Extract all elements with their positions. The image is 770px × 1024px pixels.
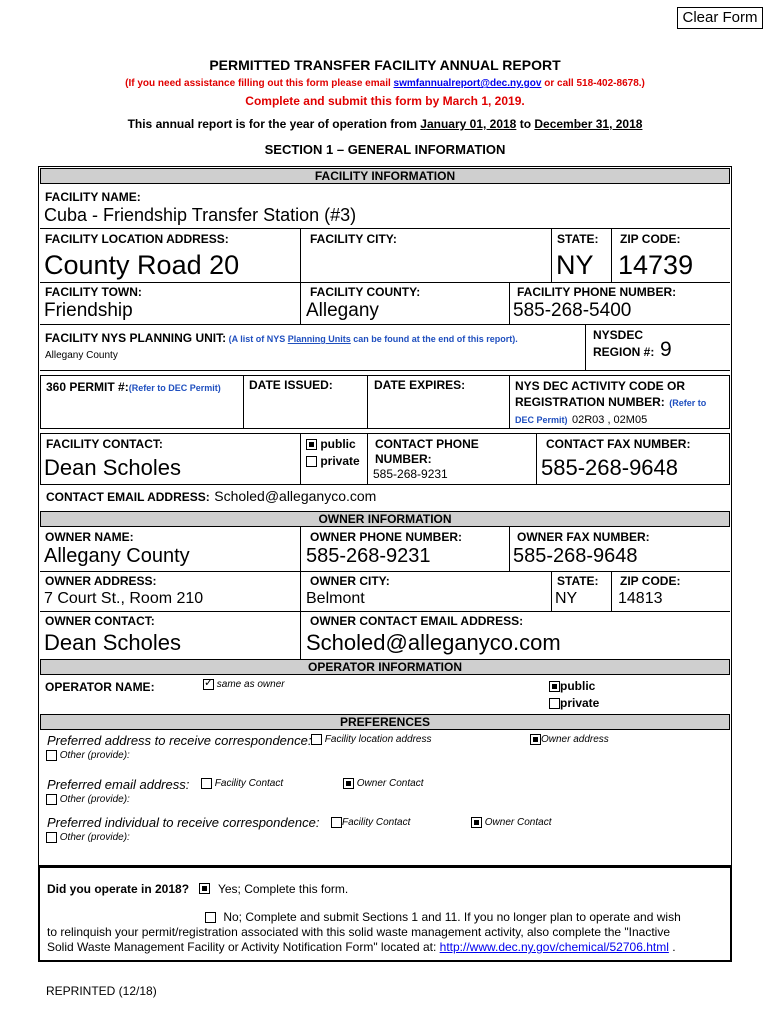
owner-city-label: OWNER CITY:	[310, 574, 390, 588]
facility-name-value[interactable]: Cuba - Friendship Transfer Station (#3)	[44, 205, 357, 225]
contact-email-value[interactable]: Scholed@alleganyco.com	[214, 488, 377, 504]
planning-unit-value[interactable]: Allegany County	[45, 350, 118, 361]
owner-state-label: STATE:	[557, 574, 599, 588]
contact-public-option[interactable]	[306, 437, 356, 451]
date-issued-label: DATE ISSUED:	[249, 378, 333, 392]
operate-yes-label: Yes; Complete this form.	[217, 882, 349, 896]
contact-public-checkbox[interactable]	[306, 439, 317, 450]
owner-fax-label: OWNER FAX NUMBER:	[517, 530, 650, 544]
facility-name-label: FACILITY NAME:	[45, 190, 141, 204]
pref-address-opt1-label: Facility location address	[324, 734, 432, 746]
pref-address-opt1-checkbox[interactable]	[311, 734, 322, 745]
owner-name-value[interactable]: Allegany County	[44, 545, 190, 567]
owner-phone-value[interactable]: 585-268-9231	[306, 545, 431, 567]
facility-address-value[interactable]: County Road 20	[44, 250, 240, 280]
form-title: PERMITTED TRANSFER FACILITY ANNUAL REPORT	[209, 57, 561, 73]
pref-address-other-checkbox[interactable]	[46, 750, 57, 761]
pref-address-opt2[interactable]	[530, 734, 609, 745]
operator-name-label: OPERATOR NAME:	[45, 680, 155, 694]
contact-phone-value[interactable]: 585-268-9231	[373, 467, 448, 481]
pref-individual-opt1-checkbox[interactable]	[331, 817, 342, 828]
planning-unit-label-row	[45, 329, 518, 347]
operator-private-option[interactable]	[549, 696, 599, 710]
year-from: January 01, 2018	[420, 117, 517, 131]
planning-units-link[interactable]: Planning Units	[287, 334, 351, 344]
operate-no-row	[205, 910, 681, 924]
year-to: December 31, 2018	[534, 117, 643, 131]
activity-code-value[interactable]: 02R03 , 02M05	[571, 414, 648, 426]
reporting-year-line	[0, 117, 770, 131]
operator-same-checkbox[interactable]	[203, 679, 214, 690]
facility-contact-value[interactable]: Dean Scholes	[44, 455, 181, 480]
facility-city-label: FACILITY CITY:	[310, 232, 397, 246]
operate-yes-row	[47, 880, 348, 898]
pref-individual-other-checkbox[interactable]	[46, 832, 57, 843]
owner-address-value[interactable]: 7 Court St., Room 210	[44, 590, 204, 607]
pref-email-other[interactable]	[46, 794, 130, 805]
facility-zip-value[interactable]: 14739	[618, 250, 694, 280]
year-to-word: to	[516, 117, 535, 131]
pref-address-question: Preferred address to receive correspondence:	[47, 733, 312, 748]
operator-same-label: same as owner	[216, 679, 285, 691]
assistance-line	[0, 78, 770, 89]
permit-label-block	[46, 378, 236, 396]
facility-address-label: FACILITY LOCATION ADDRESS:	[45, 232, 229, 246]
pref-email-opt2[interactable]	[343, 778, 423, 789]
assistance-email-link[interactable]: swmfannualreport@dec.ny.gov	[393, 78, 542, 89]
pref-email-other-checkbox[interactable]	[46, 794, 57, 805]
activity-code-block	[515, 378, 727, 428]
facility-state-value[interactable]: NY	[556, 250, 594, 280]
operator-private-checkbox[interactable]	[549, 698, 560, 709]
operator-private-label: private	[560, 696, 600, 710]
deadline-text: Complete and submit this form by March 1, 2019.	[245, 94, 525, 108]
contact-fax-value[interactable]: 585-268-9648	[541, 455, 679, 480]
owner-zip-value[interactable]: 14813	[618, 590, 663, 607]
facility-phone-value[interactable]: 585-268-5400	[513, 300, 632, 321]
date-expires-label: DATE EXPIRES:	[374, 378, 466, 392]
owner-email-label: OWNER CONTACT EMAIL ADDRESS:	[310, 614, 524, 628]
owner-email-value[interactable]: Scholed@alleganyco.com	[306, 630, 561, 655]
operate-no-end: .	[668, 940, 676, 954]
operate-question: Did you operate in 2018?	[47, 882, 190, 896]
pref-address-opt2-checkbox[interactable]	[530, 734, 541, 745]
pref-individual-opt2[interactable]	[471, 817, 551, 828]
owner-contact-value[interactable]: Dean Scholes	[44, 630, 181, 655]
facility-town-value[interactable]: Friendship	[44, 300, 133, 321]
planning-note-b: can be found at the end of this report).	[350, 334, 518, 344]
owner-contact-label: OWNER CONTACT:	[45, 614, 155, 628]
pref-address-opt2-label: Owner address	[541, 734, 609, 746]
pref-individual-opt1[interactable]	[331, 817, 410, 828]
owner-address-label: OWNER ADDRESS:	[45, 574, 157, 588]
contact-email-label: CONTACT EMAIL ADDRESS:	[46, 490, 210, 504]
contact-phone-label-1: CONTACT PHONE	[375, 437, 479, 451]
contact-private-option[interactable]	[306, 454, 360, 468]
operate-no-text-2: to relinquish your permit/registration associated with this solid waste management activity, also complete the "Inactive	[47, 925, 670, 939]
contact-email-row	[46, 488, 376, 506]
pref-individual-other[interactable]	[46, 832, 130, 843]
pref-address-opt1[interactable]	[311, 734, 432, 745]
pref-email-opt1-label: Facility Contact	[214, 778, 284, 790]
preferences-heading: PREFERENCES	[40, 714, 730, 730]
owner-phone-label: OWNER PHONE NUMBER:	[310, 530, 462, 544]
assistance-suffix: or call 518-402-8678.)	[541, 78, 645, 89]
pref-individual-opt2-label: Owner Contact	[484, 817, 552, 829]
operator-info-heading: OPERATOR INFORMATION	[40, 659, 730, 675]
operator-public-checkbox[interactable]	[549, 681, 560, 692]
activity-code-note: (Refer to DEC Permit)	[515, 398, 707, 425]
pref-individual-other-label: Other (provide):	[59, 832, 130, 844]
year-prefix: This annual report is for the year of operation from	[127, 117, 421, 131]
contact-phone-label-2: NUMBER:	[375, 452, 432, 466]
contact-fax-label: CONTACT FAX NUMBER:	[546, 437, 691, 451]
facility-zip-label: ZIP CODE:	[620, 232, 681, 246]
facility-phone-label: FACILITY PHONE NUMBER:	[517, 285, 677, 299]
operator-public-option[interactable]	[549, 679, 595, 693]
pref-email-opt1[interactable]	[201, 778, 283, 789]
owner-info-heading: OWNER INFORMATION	[40, 511, 730, 527]
contact-private-label: private	[320, 454, 360, 468]
operate-no-text-1: No; Complete and submit Sections 1 and 11. If you no longer plan to operate and wish	[223, 910, 681, 924]
owner-fax-value[interactable]: 585-268-9648	[513, 545, 638, 567]
inactive-form-link[interactable]: http://www.dec.ny.gov/chemical/52706.html	[439, 940, 669, 954]
facility-county-label: FACILITY COUNTY:	[310, 285, 421, 299]
operate-no-checkbox[interactable]	[205, 912, 216, 923]
facility-state-label: STATE:	[557, 232, 599, 246]
section-1-title: SECTION 1 – GENERAL INFORMATION	[264, 142, 506, 157]
pref-address-other-label: Other (provide):	[59, 750, 130, 762]
owner-city-value[interactable]: Belmont	[306, 590, 365, 607]
region-label-1: NYSDEC	[593, 328, 644, 342]
owner-zip-label: ZIP CODE:	[620, 574, 681, 588]
facility-contact-label: FACILITY CONTACT:	[46, 437, 163, 451]
operator-public-label: public	[560, 679, 596, 693]
owner-name-label: OWNER NAME:	[45, 530, 134, 544]
region-value[interactable]: 9	[660, 338, 672, 361]
permit-label: 360 PERMIT #:	[46, 380, 129, 394]
facility-info-heading: FACILITY INFORMATION	[40, 168, 730, 184]
pref-individual-opt1-label: Facility Contact	[342, 817, 411, 829]
pref-individual-question: Preferred individual to receive correspondence:	[47, 815, 320, 830]
planning-note-a: (A list of NYS	[226, 334, 288, 344]
operator-same-option[interactable]	[203, 679, 285, 690]
contact-private-checkbox[interactable]	[306, 456, 317, 467]
activity-code-label: NYS DEC ACTIVITY CODE OR REGISTRATION NUMBER:	[515, 379, 686, 409]
permit-note: (Refer to DEC Permit)	[128, 383, 221, 393]
clear-form-button[interactable]: Clear Form	[677, 7, 763, 29]
pref-email-opt1-checkbox[interactable]	[201, 778, 212, 789]
operate-no-line-3	[47, 940, 676, 954]
contact-public-label: public	[320, 437, 356, 451]
pref-address-other[interactable]	[46, 750, 130, 761]
region-label-2: REGION #:	[593, 345, 655, 359]
pref-email-question: Preferred email address:	[47, 777, 190, 792]
pref-email-other-label: Other (provide):	[59, 794, 130, 806]
assistance-prefix: (If you need assistance filling out this form please email	[125, 78, 394, 89]
pref-email-opt2-label: Owner Contact	[356, 778, 424, 790]
pref-email-opt2-checkbox[interactable]	[343, 778, 354, 789]
operate-no-text-3: Solid Waste Management Facility or Activity Notification Form" located at:	[47, 940, 440, 954]
pref-individual-opt2-checkbox[interactable]	[471, 817, 482, 828]
owner-state-value[interactable]: NY	[555, 590, 578, 607]
operate-yes-checkbox[interactable]	[199, 883, 210, 894]
reprinted-footer: REPRINTED (12/18)	[46, 984, 157, 998]
facility-town-label: FACILITY TOWN:	[45, 285, 142, 299]
planning-unit-label: FACILITY NYS PLANNING UNIT:	[45, 331, 227, 345]
facility-county-value[interactable]: Allegany	[306, 300, 379, 321]
